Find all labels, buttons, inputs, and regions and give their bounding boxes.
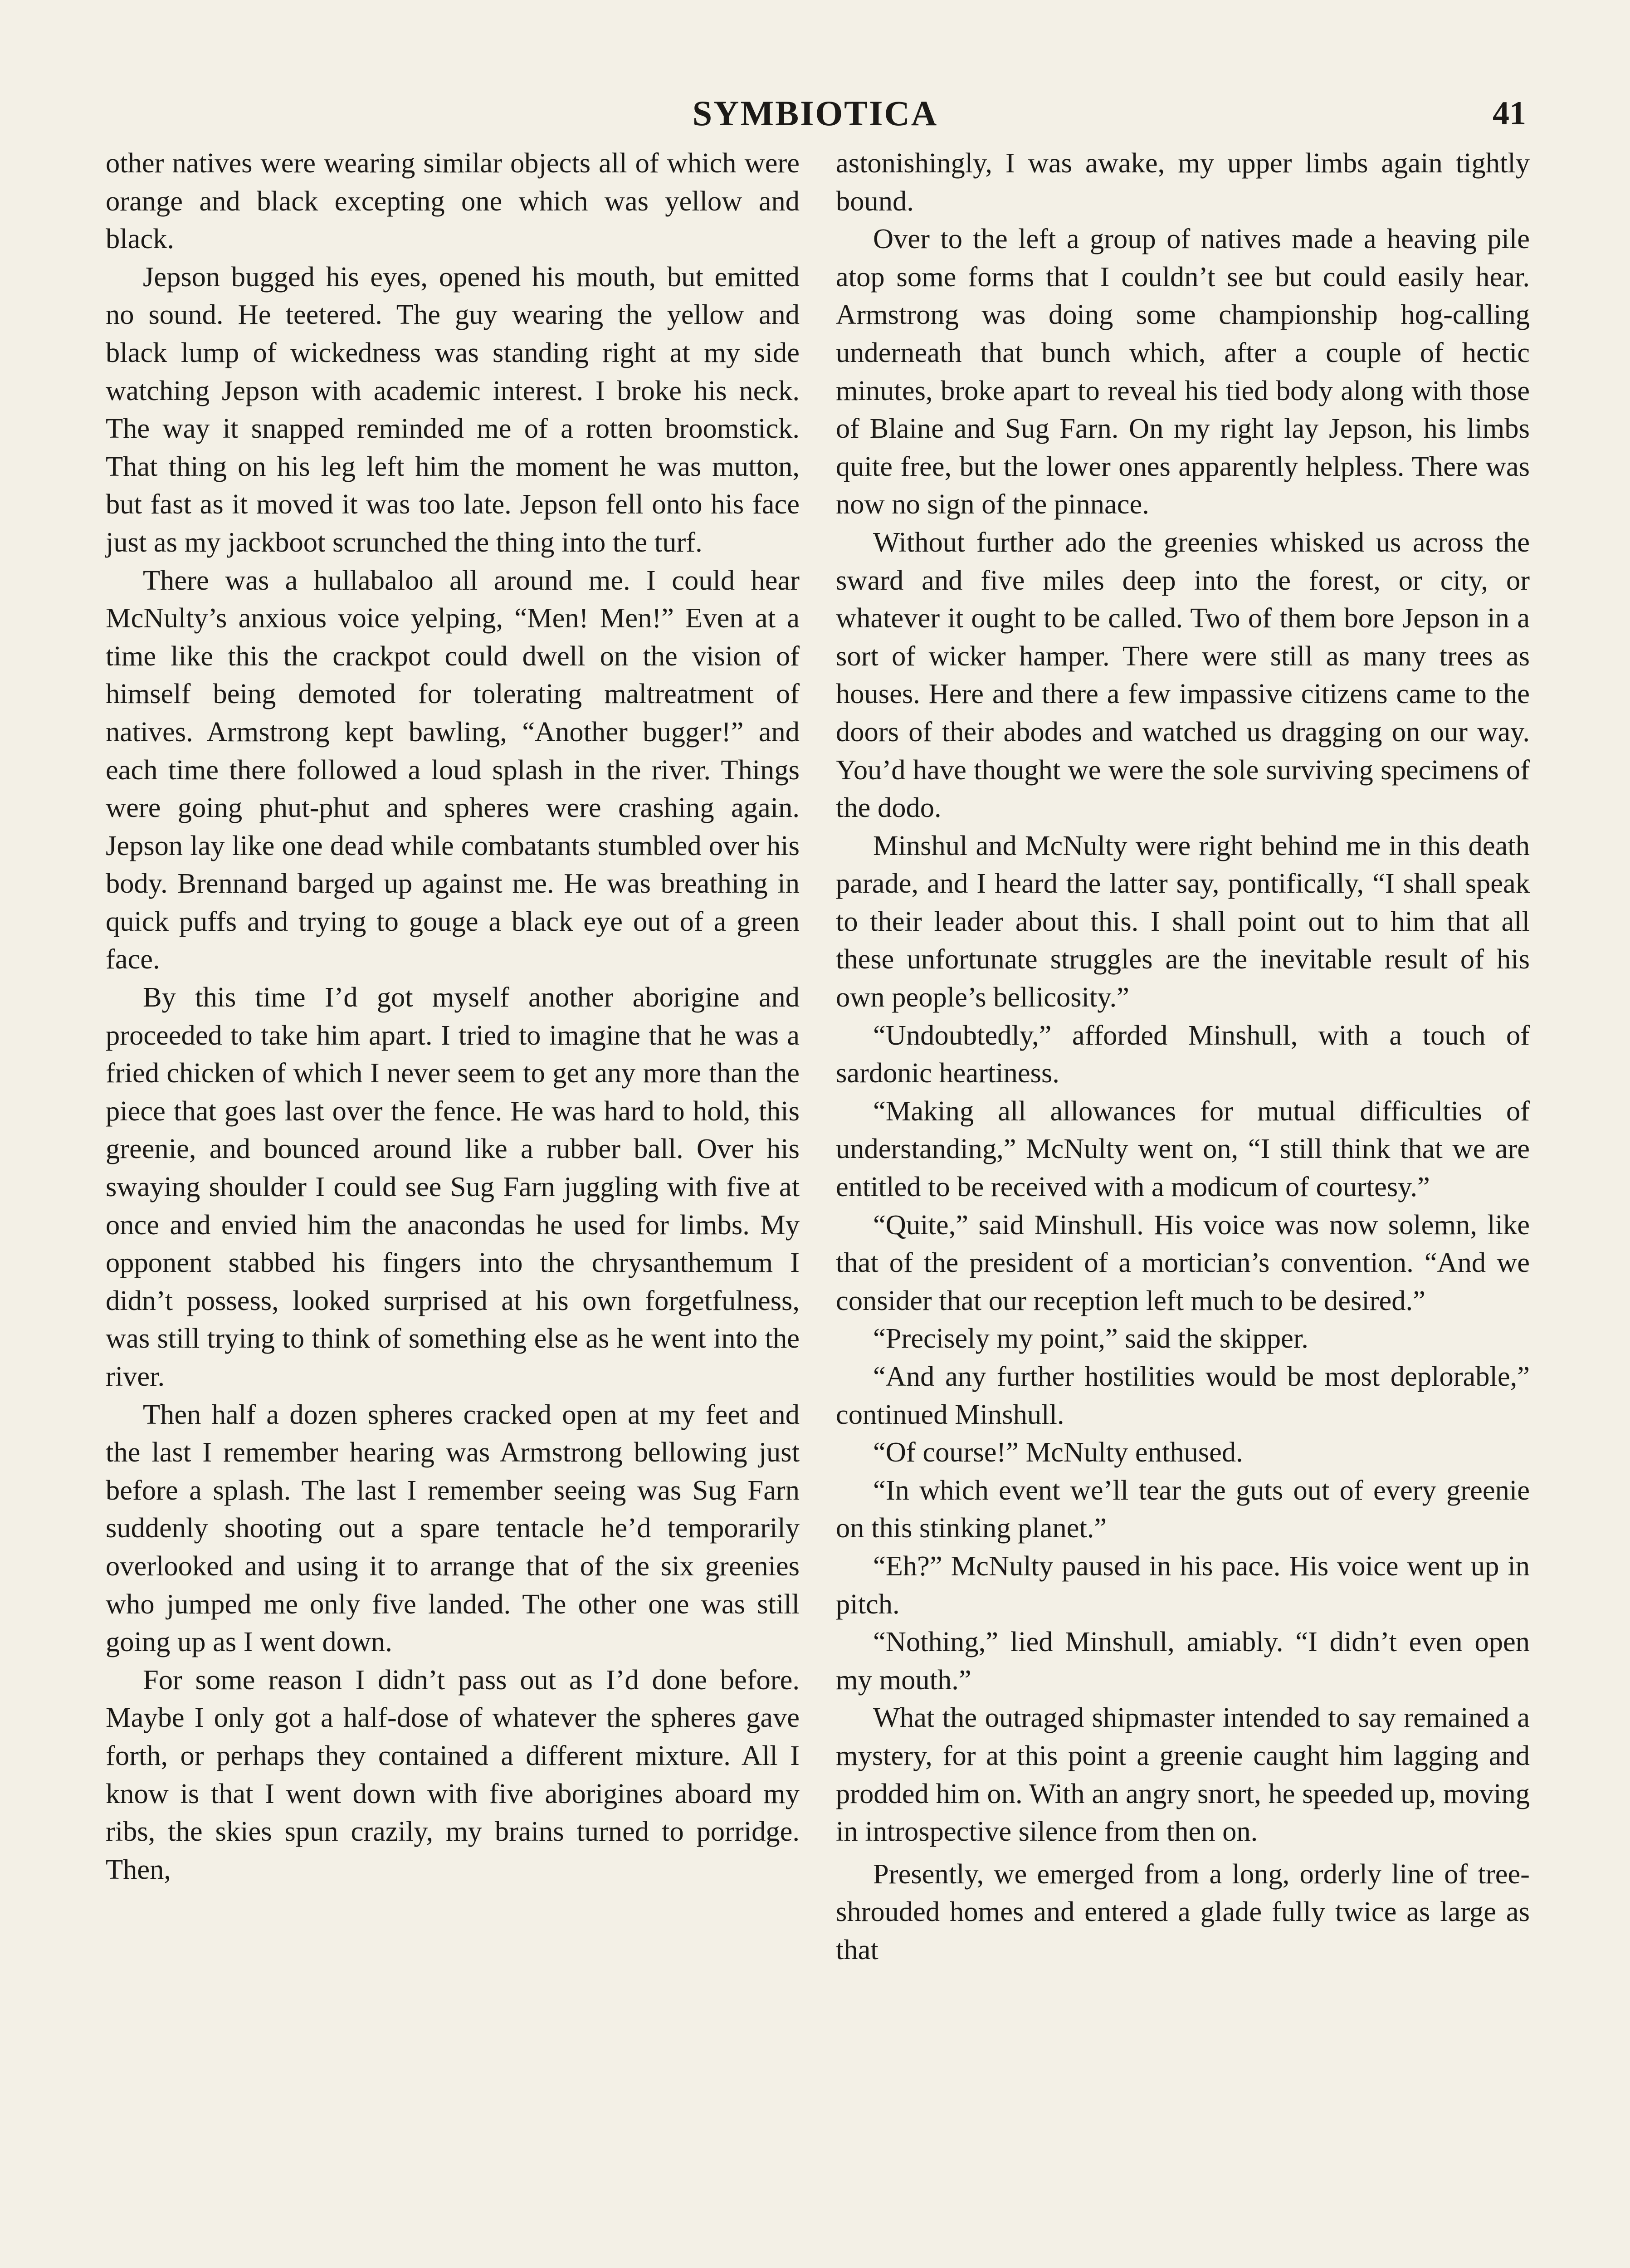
page-header: [104, 88, 1526, 138]
paragraph: Then half a dozen spheres cracked open at my feet and the last I remember hearing was Armstrong bellowing just before a splash. The last I remember seeing was Sug Farn suddenly shooting out a spare tentacle he’d temporarily overlooked and using it to arrange that of the six greenies who jumped me only five landed. The other one was still going up as I went down.: [106, 1398, 800, 1658]
paragraph: Minshul and McNulty were right behind me in this death parade, and I heard the latter say, pontifically, “I shall speak to their leader about this. I shall point out to him that all these unfortunate struggles are the inevitable result of his own people’s bellicosity.”: [836, 829, 1530, 1013]
paragraph: “Undoubtedly,” afforded Minshull, with a touch of sardonic heartiness.: [836, 1019, 1530, 1089]
left-column: [106, 144, 800, 1888]
paragraph: other natives were wearing similar objects all of which were orange and black excepting one which was yellow and black.: [106, 147, 800, 255]
paragraph: Without further ado the greenies whisked us across the sward and five miles deep into the forest, or city, or whatever it ought to be called. Two of them bore Jepson in a sort of wicker hamper. There were still as many trees as houses. Here and there a few impassive citizens came to the doors of their abodes and watched us dragging on our way. You’d have thought we were the sole surviving specimens of the dodo.: [836, 526, 1530, 824]
paragraph: “Nothing,” lied Minshull, amiably. “I didn’t even open my mouth.”: [836, 1626, 1530, 1696]
paragraph: By this time I’d got myself another aborigine and proceeded to take him apart. I tried to imagine that he was a fried chicken of which I never seem to get any more than the piece that goes last over the fence. He was hard to hold, this greenie, and bounced around like a rubber ball. Over his swaying shoulder I could see Sug Farn juggling with five at once and envied him the anacondas he used for limbs. My opponent stabbed his fingers into the chrysanthemum I didn’t possess, looked surprised at his own forgetfulness, was still trying to think of something else as he went into the river.: [106, 981, 800, 1392]
paragraph: “Precisely my point,” said the skipper.: [873, 1322, 1308, 1354]
right-column: [836, 144, 1530, 1969]
page-number: 41: [1493, 95, 1526, 132]
paragraph: “Quite,” said Minshull. His voice was now solemn, like that of the president of a mortician’s convention. “And we consider that our reception left much to be desired.”: [836, 1208, 1530, 1316]
paragraph: “Eh?” McNulty paused in his pace. His voice went up in pitch.: [836, 1549, 1530, 1620]
paragraph: “In which event we’ll tear the guts out of every greenie on this stinking planet.”: [836, 1474, 1530, 1544]
paragraph: Jepson bugged his eyes, opened his mouth, but emitted no sound. He teetered. The guy wearing the yellow and black lump of wickedness was standing right at my side watching Jepson with academic interest. I broke his neck. The way it snapped reminded me of a rotten broomstick. That thing on his leg left him the moment he was mutton, but fast as it moved it was too late. Jepson fell onto his face just as my jackboot scrunched the thing into the turf.: [106, 260, 800, 558]
paragraph: “Of course!” McNulty enthused.: [873, 1436, 1243, 1468]
paragraph: “And any further hostilities would be most deplorable,” continued Minshull.: [836, 1360, 1530, 1430]
running-title: SYMBIOTICA: [692, 93, 938, 133]
paragraph: “Making all allowances for mutual difficulties of understanding,” McNulty went on, “I still think that we are entitled to be received with a modicum of courtesy.”: [836, 1095, 1530, 1203]
paragraph: astonishingly, I was awake, my upper limbs again tightly bound.: [836, 147, 1530, 217]
paragraph: What the outraged shipmaster intended to say remained a mystery, for at this point a greenie caught him lagging and prodded him on. With an angry snort, he speeded up, moving in introspective silence from then on.: [836, 1701, 1530, 1848]
paragraph: For some reason I didn’t pass out as I’d done before. Maybe I only got a half-dose of whatever the spheres gave forth, or perhaps they contained a different mixture. All I know is that I went down with five aborigines aboard my ribs, the skies spun crazily, my brains turned to porridge. Then,: [106, 1663, 800, 1885]
paragraph: Over to the left a group of natives made a heaving pile atop some forms that I couldn’t see but could easily hear. Armstrong was doing some championship hog-calling underneath that bunch which, after a couple of hectic minutes, broke apart to reveal his tied body along with those of Blaine and Sug Farn. On my right lay Jepson, his limbs quite free, but the lower ones apparently helpless. There was now no sign of the pinnace.: [836, 223, 1530, 520]
paragraph: There was a hullabaloo all around me. I could hear McNulty’s anxious voice yelping, “Men! Men!” Even at a time like this the crackpot could dwell on the vision of himself being demoted for tolerating maltreatment of natives. Armstrong kept bawling, “Another bugger!” and each time there followed a loud splash in the river. Things were going phut-phut and spheres were crashing again. Jepson lay like one dead while combatants stumbled over his body. Brennand barged up against me. He was breathing in quick puffs and trying to gouge a black eye out of a green face.: [106, 564, 800, 975]
paragraph: Presently, we emerged from a long, orderly line of tree-shrouded homes and entered a glade fully twice as large as that: [836, 1857, 1530, 1965]
